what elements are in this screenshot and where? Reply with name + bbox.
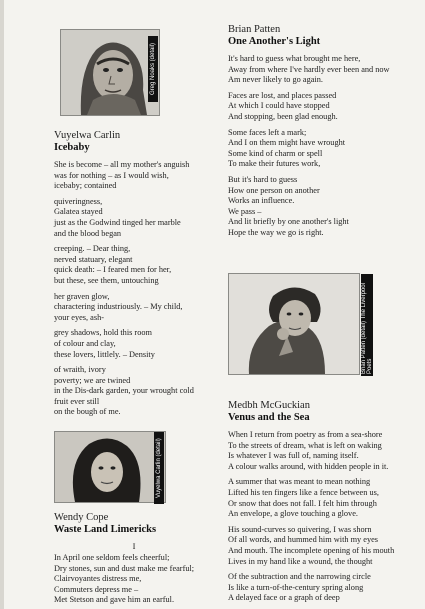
poem-line: nerved statuary, elegant bbox=[54, 254, 133, 264]
stanza bbox=[54, 328, 214, 360]
poem-line: Commuters depress me – bbox=[54, 584, 139, 594]
poem-line: Works an influence. bbox=[228, 196, 295, 206]
poem-line: and the blood began bbox=[54, 228, 122, 238]
page-edge bbox=[0, 0, 4, 609]
poem-line: fruit ever still bbox=[54, 396, 100, 406]
poem-line: but these, see them, untouching bbox=[54, 275, 159, 285]
poem-line: was for nothing – as I would wish, bbox=[54, 170, 169, 180]
poem-line: Faces are lost, and places passed bbox=[228, 90, 337, 100]
portrait-carlin-bottom bbox=[54, 431, 166, 503]
stanza bbox=[54, 292, 214, 324]
poem-body-one-anothers-light bbox=[228, 54, 420, 239]
right-column bbox=[228, 24, 420, 244]
poem-line: Galatea stayed bbox=[54, 207, 103, 217]
poem-line: Is whatever I was full of, naming itself. bbox=[228, 451, 359, 461]
poem-title: Icebaby bbox=[54, 142, 90, 153]
section-number: I bbox=[132, 541, 136, 551]
stanza bbox=[228, 430, 420, 472]
stanza bbox=[54, 160, 214, 192]
poem-line: Clairvoyantes distress me, bbox=[54, 574, 142, 584]
left-column bbox=[54, 130, 214, 423]
poem-line: of wraith, ivory bbox=[54, 365, 106, 375]
poem-line: Some faces left a mark; bbox=[228, 127, 307, 137]
poem-line: poverty; we are twined bbox=[54, 375, 131, 385]
stanza bbox=[228, 572, 420, 604]
left-column-lower bbox=[54, 512, 214, 606]
stanza bbox=[54, 197, 214, 239]
poem-author: Wendy Cope bbox=[54, 512, 109, 523]
poem-line: Away from where I've hardly ever been and now bbox=[228, 64, 390, 74]
poem-title: Waste Land Limericks bbox=[54, 524, 157, 535]
poem-line: Is like a turn-of-the-century spring along bbox=[228, 582, 364, 592]
stanza bbox=[228, 477, 420, 519]
poem-line: her graven glow, bbox=[54, 291, 110, 301]
poem-line: Lifted his ten fingers like a fence between us, bbox=[228, 487, 379, 497]
stanza bbox=[228, 175, 420, 239]
poem-line: quiveringness, bbox=[54, 196, 103, 206]
right-column-lower bbox=[228, 400, 420, 609]
poem-line: of colour and clay, bbox=[54, 338, 116, 348]
poem-line: His sound-curves so quivering, I was shorn bbox=[228, 524, 372, 534]
caption-patten: Brian Patten (detail) The Liverpool Poets bbox=[361, 274, 373, 376]
poem-body-limericks bbox=[54, 553, 214, 606]
stanza bbox=[228, 128, 420, 170]
poem-line: A delayed face or a graph of deep bbox=[228, 593, 340, 603]
poem-line: When I return from poetry as from a sea-shore bbox=[228, 430, 383, 439]
poem-line: An envelope, a glove touching a glove. bbox=[228, 509, 358, 519]
poem-line: just as the Godwind tinged her marble bbox=[54, 217, 181, 227]
stanza bbox=[54, 365, 214, 418]
poem-title: One Another's Light bbox=[228, 36, 321, 47]
poem-line: Some kind of charm or spell bbox=[228, 148, 323, 158]
poem-line: these lovers, littlely. – Density bbox=[54, 349, 155, 359]
poem-line: To the streets of dream, what is left on waking bbox=[228, 440, 382, 450]
poem-line: Or snow that does not fall. I felt him through bbox=[228, 498, 377, 508]
poem-line: And lit briefly by one another's light bbox=[228, 217, 349, 227]
poem-line: It's hard to guess what brought me here, bbox=[228, 54, 361, 63]
poem-line: Lives in my hand like a wound, the thought bbox=[228, 556, 373, 566]
poem-line: creeping. – Dear thing, bbox=[54, 244, 131, 254]
poem-line: She is become – all my mother's anguish bbox=[54, 160, 190, 169]
poem-line: in the Dis-dark garden, your wrought cold bbox=[54, 386, 194, 396]
portrait-patten bbox=[228, 273, 360, 375]
poem-line: Met Stetson and gave him an earful. bbox=[54, 595, 175, 605]
poem-line: We pass – bbox=[228, 206, 262, 216]
poem-line: icebaby; contained bbox=[54, 181, 117, 191]
poem-body-icebaby bbox=[54, 160, 214, 418]
poem-line: How one person on another bbox=[228, 185, 320, 195]
stanza bbox=[228, 91, 420, 123]
poem-line: on the bough of me. bbox=[54, 407, 121, 417]
poem-line: Hope the way we go is right. bbox=[228, 227, 324, 237]
poem-line: A summer that was meant to mean nothing bbox=[228, 477, 371, 487]
poem-line: Am never likely to go again. bbox=[228, 75, 323, 85]
poem-line: To make their futures work, bbox=[228, 159, 321, 169]
caption-carlin-top: Greg Noaks (detail) bbox=[148, 36, 158, 102]
poem-line: Of the subtraction and the narrowing circle bbox=[228, 572, 371, 582]
poem-body-venus-and-the-sea bbox=[228, 430, 420, 604]
portrait-carlin-top bbox=[60, 29, 160, 116]
poem-line: your eyes, ash- bbox=[54, 312, 104, 322]
poem-author: Vuyelwa Carlin bbox=[54, 130, 121, 141]
poem-line: grey shadows, hold this room bbox=[54, 328, 152, 338]
poem-line: And mouth. The incomplete opening of his mouth bbox=[228, 545, 395, 555]
poem-line: In April one seldom feels cheerful; bbox=[54, 553, 170, 562]
poem-author: Medbh McGuckian bbox=[228, 400, 310, 411]
poem-line: quick death: – I feared men for her, bbox=[54, 265, 172, 275]
poem-line: Dry stones, sun and dust make me fearful; bbox=[54, 563, 195, 573]
poem-author: Brian Patten bbox=[228, 24, 281, 35]
caption-carlin-bottom: Vuyelwa Carlin (detail) bbox=[154, 432, 164, 504]
poem-line: charactering industriously. – My child, bbox=[54, 302, 183, 312]
poem-line: And stopping, been glad enough. bbox=[228, 111, 338, 121]
poem-line: At which I could have stopped bbox=[228, 101, 330, 111]
stanza bbox=[228, 54, 420, 86]
poem-title: Venus and the Sea bbox=[228, 412, 310, 423]
stanza bbox=[54, 244, 214, 286]
poem-line: A colour walks around, with hidden people in it. bbox=[228, 461, 389, 471]
poem-line: But it's hard to guess bbox=[228, 174, 298, 184]
stanza bbox=[228, 525, 420, 567]
poem-line: And I on them might have wrought bbox=[228, 138, 346, 148]
poem-line: Of all words, and hummed him with my eyes bbox=[228, 535, 379, 545]
